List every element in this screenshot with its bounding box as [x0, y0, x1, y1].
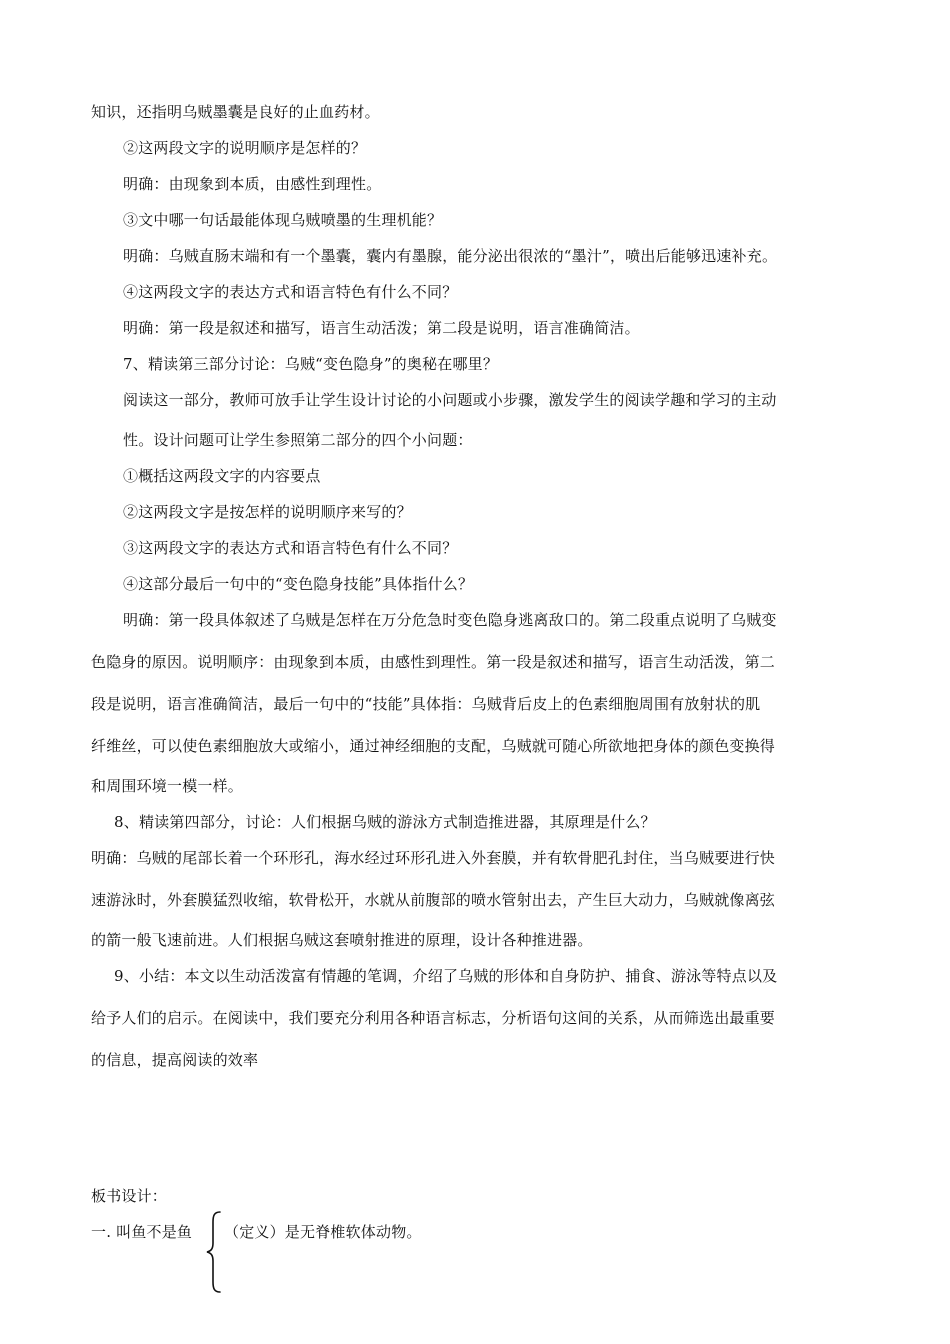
text-line: 知识，还指明乌贼墨囊是良好的止血药材。 [91, 103, 380, 121]
text-line: 段是说明，语言准确简洁，最后一句中的“技能”具体指：乌贼背后皮上的色素细胞周围有放射状的肌 [91, 695, 761, 713]
text-line: ③文中哪一句话最能体现乌贼喷墨的生理机能？ [123, 211, 443, 229]
text-line: 速游泳时，外套膜猛烈收缩，软骨松开，水就从前腹部的喷水管射出去，产生巨大动力，乌贼就像离弦 [91, 891, 776, 909]
text-line: ③这两段文字的表达方式和语言特色有什么不同？ [123, 539, 458, 557]
text-line: 的信息，提高阅读的效率 [91, 1051, 259, 1069]
curly-brace-icon [204, 1210, 224, 1294]
text-line: 阅读这一部分，教师可放手让学生设计讨论的小问题或小步骤，激发学生的阅读学趣和学习的主动 [123, 391, 777, 409]
text-line: 的箭一般飞速前进。人们根据乌贼这套喷射推进的原理，设计各种推进器。 [91, 931, 593, 949]
text-line: ②这两段文字的说明顺序是怎样的？ [123, 139, 367, 157]
text-line: ④这两段文字的表达方式和语言特色有什么不同？ [123, 283, 458, 301]
text-line: 明确：第一段具体叙述了乌贼是怎样在万分危急时变色隐身逃离敌口的。第二段重点说明了乌贼变 [123, 611, 777, 629]
text-line: 7、精读第三部分讨论：乌贼“变色隐身”的奥秘在哪里？ [123, 355, 499, 373]
text-line: ④这部分最后一句中的“变色隐身技能”具体指什么？ [123, 575, 474, 593]
board-design-title: 板书设计： [91, 1187, 168, 1205]
text-line: 纤维丝，可以使色素细胞放大或缩小，通过神经细胞的支配，乌贼就可随心所欲地把身体的颜色变换得 [91, 737, 776, 755]
text-line: 9、小结：本文以生动活泼富有情趣的笔调，介绍了乌贼的形体和自身防护、捕食、游泳等特点以及 [114, 967, 778, 985]
text-line: 8、精读第四部分，讨论：人们根据乌贼的游泳方式制造推进器，其原理是什么？ [114, 813, 656, 831]
text-line: ②这两段文字是按怎样的说明顺序来写的？ [123, 503, 412, 521]
text-line: 明确：由现象到本质，由感性到理性。 [123, 175, 382, 193]
text-line: 明确：乌贼直肠末端和有一个墨囊，囊内有墨腺，能分泌出很浓的“墨汁”，喷出后能够迅速补充。 [123, 247, 778, 265]
text-line: 明确：第一段是叙述和描写，语言生动活泼；第二段是说明，语言准确简洁。 [123, 319, 640, 337]
text-line: 明确：乌贼的尾部长着一个环形孔，海水经过环形孔进入外套膜，并有软骨肥孔封住，当乌贼要进行快 [91, 849, 776, 867]
board-item-right: （定义）是无脊椎软体动物。 [224, 1223, 422, 1241]
board-item-left: 一. 叫鱼不是鱼 [91, 1223, 193, 1241]
text-line: 性。设计问题可让学生参照第二部分的四个小问题： [123, 431, 473, 449]
text-line: 色隐身的原因。说明顺序：由现象到本质，由感性到理性。第一段是叙述和描写，语言生动活泼，第二 [91, 653, 776, 671]
text-line: 给予人们的启示。在阅读中，我们要充分利用各种语言标志，分析语句这间的关系，从而筛选出最重要 [91, 1009, 776, 1027]
text-line: 和周围环境一模一样。 [91, 777, 244, 795]
text-line: ①概括这两段文字的内容要点 [123, 467, 321, 485]
